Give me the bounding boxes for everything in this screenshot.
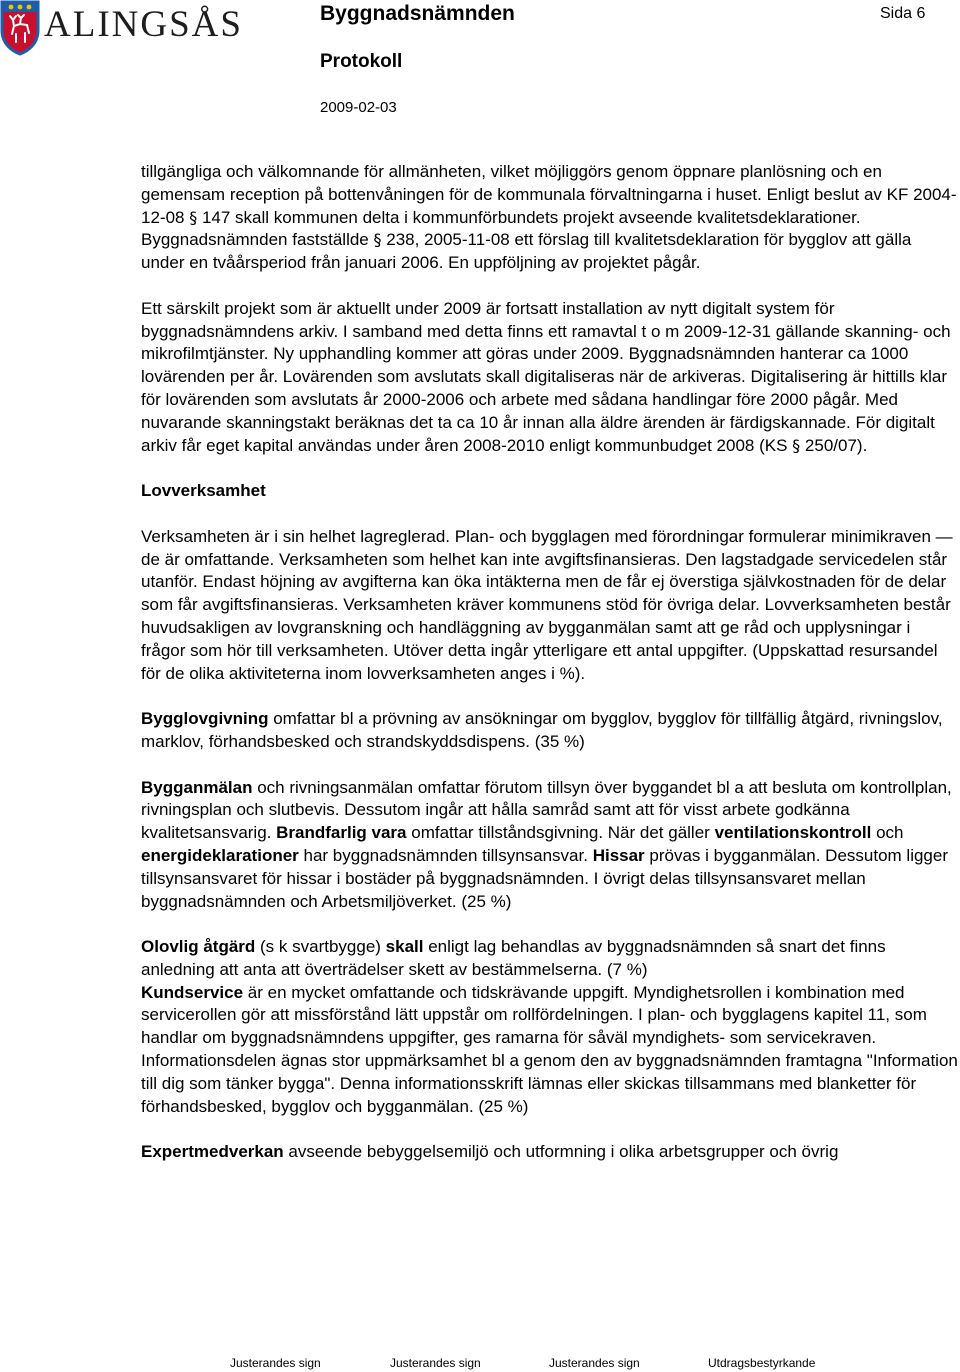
section-heading: Lovverksamhet [141,481,266,501]
paragraph-kundservice: Kundservice är en mycket omfattande och tidskrävande uppgift. Myndighetsrollen i kombination med servicerollen gör att missförstånd lätt uppstår om rollfördelningen. I plan- och bygglagens kapitel 11, som handlar om byggnadsnämndens uppgifter, ges ramarna för såväl myndighets- som servicekraven. Informationsdelen ägnas stor uppmärksamhet bl a genom den av byggnadsnämnden framtagna "Information till dig som tänker bygga". Denna informationsskrift lämnas eller skickas tillsammans med blanketter för förhandsbesked, bygglov och bygganmälan. (25 %) [141,982,958,1116]
document-body [141,161,958,1187]
document-date: 2009-02-03 [320,99,397,116]
signature-field: Justerandes sign [390,1356,481,1370]
paragraph-lovverksamhet: Verksamheten är i sin helhet lagreglerad. Plan- och bygglagen med förordningar formulerar minimikraven — de är omfattande. Verksamheten som helhet kan inte avgiftsfinansieras. Den lagstadgade servicedelen står utanför. Endast höjning av avgifterna kan öka intäkterna men de får ej överstiga självkostnaden för de delar som får avgiftsfinansieras. Verksamheten kräver kommunens stöd för övriga delar. Lovverksamheten består huvudsakligen av lovgranskning och handläggning av bygganmälan samt att ge råd och upplysningar i frågor som hör till verksamheten. Utöver detta ingår ytterligare ett antal uppgifter. (Uppskattad resursandel för de olika aktiviteterna inom lovverksamheten anges i %). [141,526,953,683]
section-sign: § [792,435,801,455]
paragraph-digital-archive: Ett särskilt projekt som är aktuellt under 2009 är fortsatt installation av nytt digitalt system för byggnadsnämndens arkiv. I samband med detta finns ett ramavtal t o m 2009-12-31 gällande skanning- och mikrofilmtjänster. Ny upphandling kommer att göras under 2009. Byggnadsnämnden hanterar ca 1000 lovärenden per år. Lovärenden som avslutats skall digitaliseras när de arkiveras. Digitalisering är hittills klar för lovärenden som avslutats år 2000-2006 och arbete med sådana handlingar före 2000 pågår. Med nuvarande skanningstakt beräknas det ta ca 10 år innan alla äldre ärenden är färdigskannade. För digitalt arkiv får eget kapital användas under åren 2008-2010 enligt kommunbudget 2008 (KS § 250/07). [141,298,951,455]
paragraph-quality-declarations: tillgängliga och välkomnande för allmänheten, vilket möjliggörs genom öppnare planlösning och en gemensam reception på bottenvåningen för de kommunala förvaltningarna i huset. Enligt beslut av KF 2004-12-08 § 147 skall kommunen delta i kommunförbundets projekt avseende kvalitetsdeklarationer. Byggnadsnämnden fastställde § 238, 2005-11-08 ett förslag till kvalitetsdeklaration för bygglov att gälla under en tvåårsperiod från januari 2006. En uppföljning av projektet pågår. [141,162,957,273]
page-number: Sida 6 [880,5,926,22]
paragraph-olovlig-atgard: Olovlig åtgärd (s k svartbygge) skall enligt lag behandlas av byggnadsnämnden så snart det finns anledning att anta att överträdelser skett av bestämmelserna. (7 %) [141,937,886,979]
logo-wordmark: ALINGSÅS [44,4,243,45]
paragraph-bygglovgivning: Bygglovgivning omfattar bl a prövning av ansökningar om bygglov, bygglov för tillfällig åtgärd, rivningslov, marklov, förhandsbesked och strandskyddsdispens. (35 %) [141,709,943,751]
paragraph-expertmedverkan: Expertmedverkan avseende bebyggelsemiljö och utformning i olika arbetsgrupper och övrig [141,1142,839,1162]
coat-of-arms-icon [0,0,40,56]
section-sign: § [189,207,198,227]
paragraph-bygganmalan: Bygganmälan och rivningsanmälan omfattar förutom tillsyn över byggandet bl a att besluta om kontrollplan, rivningsplan och slutbevis. Dessutom ingår att hålla samråd samt att för visst arbete godkänna kvalitetsansvarig. Brandfarlig vara omfattar tillståndsgivning. När det gäller ventilationskontroll och energideklarationer har byggnadsnämnden tillsynsansvar. Hissar prövas i bygganmälan. Dessutom ligger tillsynsansvaret för hissar i bostäder på byggnadsnämnden. I övrigt delas tillsynsansvaret mellan byggnadsnämnden och Arbetsmiljöverket. (25 %) [141,777,952,911]
document-type: Protokoll [320,51,403,72]
municipality-logo [0,0,260,62]
committee-name: Byggnadsnämnden [320,2,515,25]
certification-field: Utdragsbestyrkande [708,1356,816,1370]
signature-footer [0,1356,960,1372]
signature-field: Justerandes sign [230,1356,321,1370]
section-sign: § [373,230,382,250]
signature-field: Justerandes sign [549,1356,640,1370]
